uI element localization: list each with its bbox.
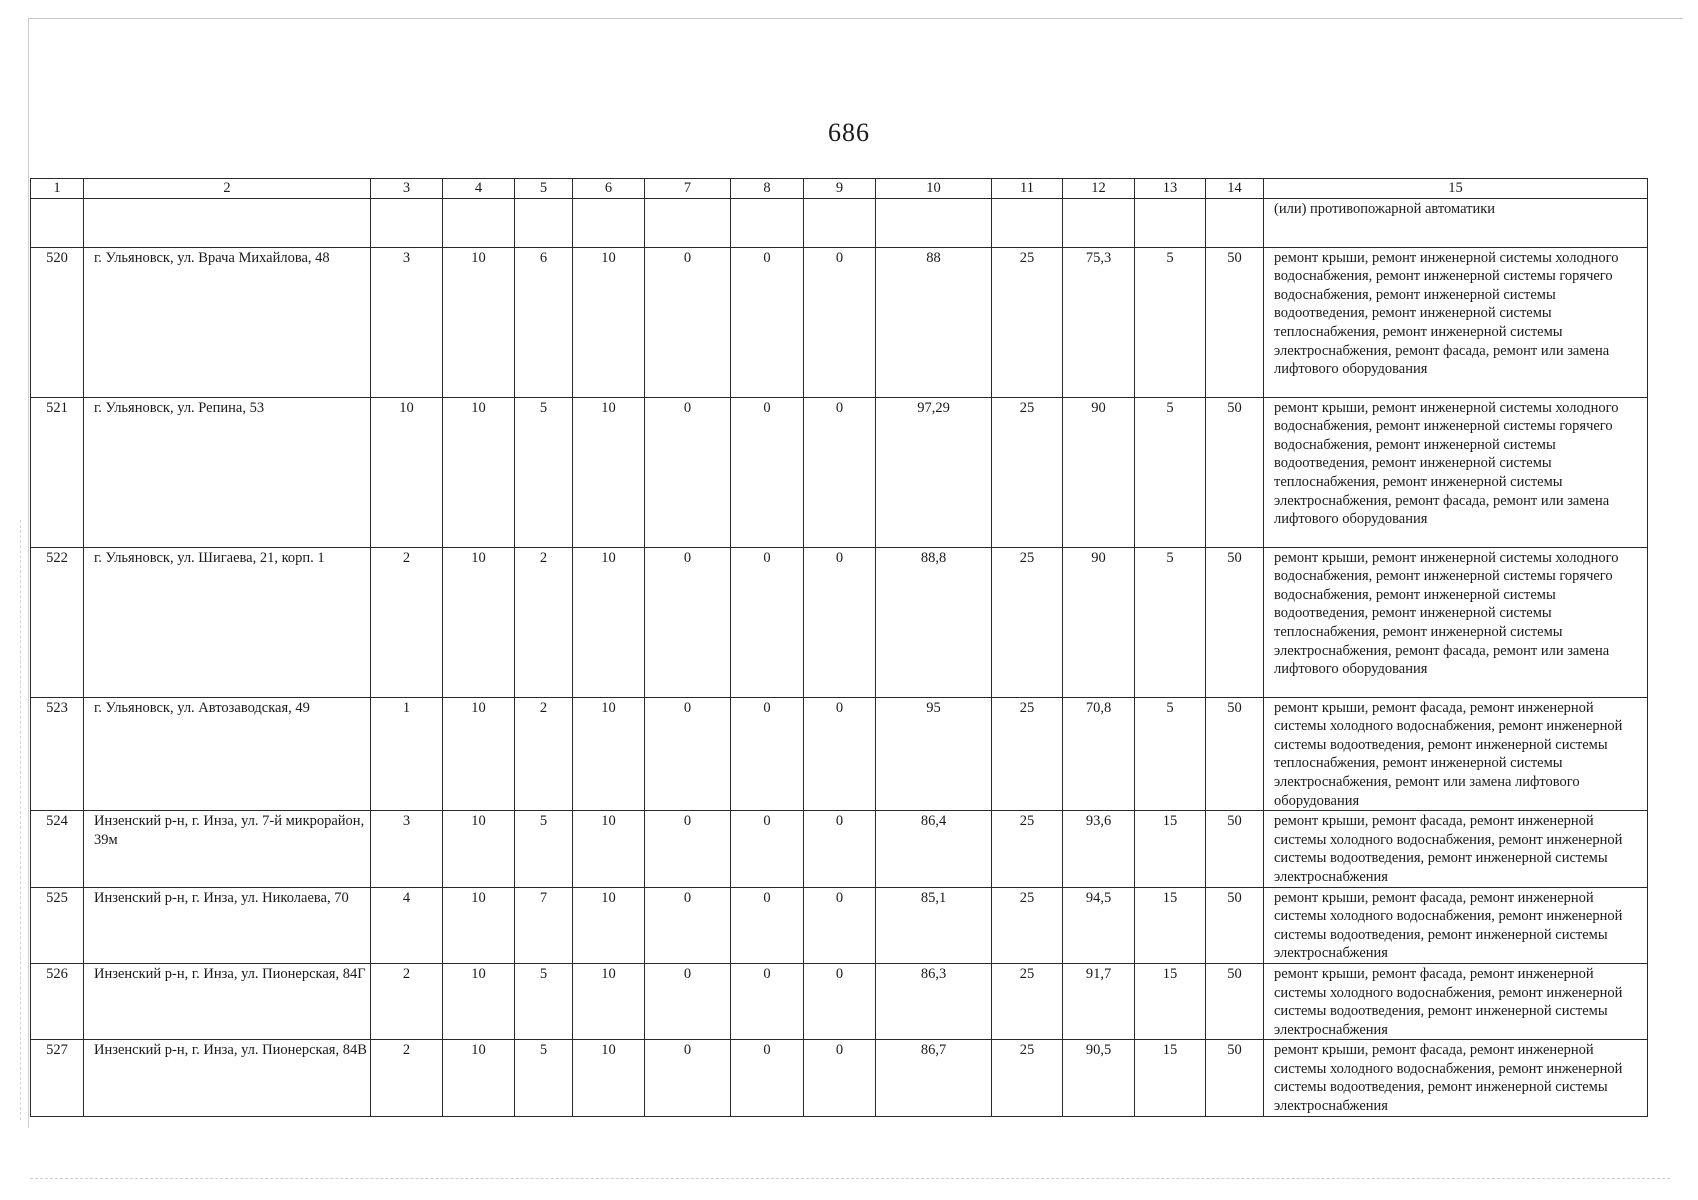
cell-repair-works: ремонт крыши, ремонт фасада, ремонт инженерной системы холодного водоснабжения, ремонт инженерной системы водоотведения, ремонт инженерной системы электроснабжения: [1264, 887, 1648, 963]
cell-empty: [731, 198, 804, 247]
cell-value-col-13: 15: [1135, 887, 1206, 963]
cell-value-col-11: 25: [992, 697, 1063, 811]
cell-value-col-4: 10: [443, 547, 515, 697]
cell-value-col-5: 2: [515, 547, 573, 697]
cell-value-col-4: 10: [443, 1040, 515, 1116]
cell-empty: [1206, 198, 1264, 247]
cell-value-col-11: 25: [992, 547, 1063, 697]
cell-value-col-7: 0: [645, 963, 731, 1039]
cell-row-number: 525: [31, 887, 84, 963]
cell-value-col-14: 50: [1206, 247, 1264, 397]
cell-value-col-7: 0: [645, 887, 731, 963]
cell-value-col-9: 0: [804, 887, 876, 963]
cell-value-col-6: 10: [573, 547, 645, 697]
cell-value-col-3: 2: [371, 1040, 443, 1116]
column-header-2: 2: [84, 179, 371, 199]
cell-value-col-8: 0: [731, 1040, 804, 1116]
column-header-8: 8: [731, 179, 804, 199]
column-header-14: 14: [1206, 179, 1264, 199]
cell-empty: [876, 198, 992, 247]
cell-value-col-14: 50: [1206, 887, 1264, 963]
cell-value-col-13: 15: [1135, 811, 1206, 887]
column-header-12: 12: [1063, 179, 1135, 199]
cell-empty: [1135, 198, 1206, 247]
cell-value-col-13: 5: [1135, 547, 1206, 697]
cell-repair-works: ремонт крыши, ремонт фасада, ремонт инженерной системы холодного водоснабжения, ремонт инженерной системы водоотведения, ремонт инженерной системы теплоснабжения, ремонт инженерной системы электроснабжения, ремонт или замена лифтового оборудования: [1264, 697, 1648, 811]
cell-empty: [515, 198, 573, 247]
cell-empty: [443, 198, 515, 247]
cell-value-col-5: 2: [515, 697, 573, 811]
cell-value-col-12: 90,5: [1063, 1040, 1135, 1116]
cell-value-col-9: 0: [804, 811, 876, 887]
cell-value-col-6: 10: [573, 697, 645, 811]
cell-value-col-4: 10: [443, 887, 515, 963]
cell-value-col-8: 0: [731, 397, 804, 547]
cell-value-col-12: 75,3: [1063, 247, 1135, 397]
cell-value-col-8: 0: [731, 697, 804, 811]
cell-value-col-8: 0: [731, 811, 804, 887]
cell-row-number: 527: [31, 1040, 84, 1116]
table-row: [31, 963, 1648, 1039]
cell-value-col-10: 88,8: [876, 547, 992, 697]
cell-address: г. Ульяновск, ул. Автозаводская, 49: [84, 697, 371, 811]
cell-value-col-7: 0: [645, 547, 731, 697]
cell-value-col-11: 25: [992, 247, 1063, 397]
cell-empty: [31, 198, 84, 247]
scan-edge-mark: [20, 520, 21, 1120]
cell-value-col-5: 5: [515, 1040, 573, 1116]
cell-value-col-6: 10: [573, 247, 645, 397]
column-header-10: 10: [876, 179, 992, 199]
cell-address: Инзенский р-н, г. Инза, ул. Николаева, 70: [84, 887, 371, 963]
cell-value-col-3: 1: [371, 697, 443, 811]
cell-value-col-14: 50: [1206, 963, 1264, 1039]
cell-repair-works: ремонт крыши, ремонт фасада, ремонт инженерной системы холодного водоснабжения, ремонт инженерной системы водоотведения, ремонт инженерной системы электроснабжения: [1264, 1040, 1648, 1116]
column-header-13: 13: [1135, 179, 1206, 199]
cell-value-col-4: 10: [443, 963, 515, 1039]
cell-address: г. Ульяновск, ул. Шигаева, 21, корп. 1: [84, 547, 371, 697]
cell-value-col-12: 70,8: [1063, 697, 1135, 811]
cell-row-number: 522: [31, 547, 84, 697]
column-header-4: 4: [443, 179, 515, 199]
table-row: [31, 697, 1648, 811]
cell-value-col-6: 10: [573, 963, 645, 1039]
cell-value-col-10: 86,3: [876, 963, 992, 1039]
cell-value-col-9: 0: [804, 247, 876, 397]
cell-value-col-6: 10: [573, 887, 645, 963]
cell-address: Инзенский р-н, г. Инза, ул. Пионерская, 84В: [84, 1040, 371, 1116]
column-number-row: [31, 179, 1648, 199]
column-header-3: 3: [371, 179, 443, 199]
cell-value-col-14: 50: [1206, 397, 1264, 547]
cell-value-col-11: 25: [992, 811, 1063, 887]
cell-value-col-4: 10: [443, 397, 515, 547]
cell-value-col-6: 10: [573, 1040, 645, 1116]
cell-value-col-8: 0: [731, 247, 804, 397]
cell-empty: [1063, 198, 1135, 247]
page-number: 686: [828, 118, 870, 147]
cell-value-col-11: 25: [992, 963, 1063, 1039]
cell-value-col-10: 88: [876, 247, 992, 397]
cell-empty: [371, 198, 443, 247]
cell-empty: [804, 198, 876, 247]
cell-value-col-9: 0: [804, 1040, 876, 1116]
cell-value-col-7: 0: [645, 697, 731, 811]
cell-address: Инзенский р-н, г. Инза, ул. 7-й микрорайон, 39м: [84, 811, 371, 887]
cell-value-col-13: 15: [1135, 963, 1206, 1039]
cell-value-col-12: 93,6: [1063, 811, 1135, 887]
continuation-row: [31, 198, 1648, 247]
cell-value-col-10: 97,29: [876, 397, 992, 547]
cell-value-col-5: 5: [515, 963, 573, 1039]
cell-value-col-9: 0: [804, 397, 876, 547]
cell-value-col-10: 86,4: [876, 811, 992, 887]
cell-value-col-8: 0: [731, 887, 804, 963]
cell-value-col-12: 94,5: [1063, 887, 1135, 963]
cell-repair-works: ремонт крыши, ремонт фасада, ремонт инженерной системы холодного водоснабжения, ремонт инженерной системы водоотведения, ремонт инженерной системы электроснабжения: [1264, 811, 1648, 887]
table-row: [31, 1040, 1648, 1116]
cell-repair-works: ремонт крыши, ремонт инженерной системы холодного водоснабжения, ремонт инженерной системы горячего водоснабжения, ремонт инженерной системы водоотведения, ремонт инженерной системы теплоснабжения, ремонт инженерной системы электроснабжения, ремонт фасада, ремонт или замена лифтового оборудования: [1264, 547, 1648, 697]
cell-repair-works: ремонт крыши, ремонт фасада, ремонт инженерной системы холодного водоснабжения, ремонт инженерной системы водоотведения, ремонт инженерной системы электроснабжения: [1264, 963, 1648, 1039]
cell-row-number: 521: [31, 397, 84, 547]
cell-address: Инзенский р-н, г. Инза, ул. Пионерская, 84Г: [84, 963, 371, 1039]
table-row: [31, 811, 1648, 887]
cell-value-col-12: 90: [1063, 547, 1135, 697]
cell-value-col-14: 50: [1206, 811, 1264, 887]
cell-value-col-10: 86,7: [876, 1040, 992, 1116]
column-header-15: 15: [1264, 179, 1648, 199]
cell-value-col-9: 0: [804, 547, 876, 697]
cell-value-col-13: 15: [1135, 1040, 1206, 1116]
cell-value-col-12: 90: [1063, 397, 1135, 547]
cell-value-col-3: 4: [371, 887, 443, 963]
cell-value-col-13: 5: [1135, 397, 1206, 547]
cell-value-col-5: 7: [515, 887, 573, 963]
cell-value-col-7: 0: [645, 397, 731, 547]
cell-value-col-11: 25: [992, 887, 1063, 963]
cell-value-col-4: 10: [443, 697, 515, 811]
cell-value-col-10: 85,1: [876, 887, 992, 963]
cell-empty: [992, 198, 1063, 247]
column-header-6: 6: [573, 179, 645, 199]
table-row: [31, 247, 1648, 397]
cell-value-col-7: 0: [645, 811, 731, 887]
cell-address: г. Ульяновск, ул. Врача Михайлова, 48: [84, 247, 371, 397]
cell-value-col-12: 91,7: [1063, 963, 1135, 1039]
column-header-9: 9: [804, 179, 876, 199]
table-row: [31, 547, 1648, 697]
cell-value-col-13: 5: [1135, 247, 1206, 397]
cell-value-col-3: 10: [371, 397, 443, 547]
table-row: [31, 397, 1648, 547]
cell-value-col-5: 5: [515, 397, 573, 547]
cell-value-col-5: 6: [515, 247, 573, 397]
cell-value-col-13: 5: [1135, 697, 1206, 811]
table-row: [31, 887, 1648, 963]
cell-value-col-3: 3: [371, 247, 443, 397]
cell-value-col-3: 2: [371, 547, 443, 697]
cell-empty: [573, 198, 645, 247]
column-header-5: 5: [515, 179, 573, 199]
cell-value-col-7: 0: [645, 247, 731, 397]
cell-address: г. Ульяновск, ул. Репина, 53: [84, 397, 371, 547]
cell-value-col-11: 25: [992, 397, 1063, 547]
cell-value-col-8: 0: [731, 547, 804, 697]
cell-value-col-4: 10: [443, 811, 515, 887]
repair-program-table: [30, 178, 1648, 1117]
continuation-text: (или) противопожарной автоматики: [1264, 198, 1648, 247]
cell-value-col-5: 5: [515, 811, 573, 887]
cell-row-number: 524: [31, 811, 84, 887]
cell-repair-works: ремонт крыши, ремонт инженерной системы холодного водоснабжения, ремонт инженерной системы горячего водоснабжения, ремонт инженерной системы водоотведения, ремонт инженерной системы теплоснабжения, ремонт инженерной системы электроснабжения, ремонт фасада, ремонт или замена лифтового оборудования: [1264, 397, 1648, 547]
cell-value-col-11: 25: [992, 1040, 1063, 1116]
cell-repair-works: ремонт крыши, ремонт инженерной системы холодного водоснабжения, ремонт инженерной системы горячего водоснабжения, ремонт инженерной системы водоотведения, ремонт инженерной системы теплоснабжения, ремонт инженерной системы электроснабжения, ремонт фасада, ремонт или замена лифтового оборудования: [1264, 247, 1648, 397]
cell-value-col-14: 50: [1206, 1040, 1264, 1116]
cell-value-col-6: 10: [573, 397, 645, 547]
cell-row-number: 523: [31, 697, 84, 811]
cell-empty: [84, 198, 371, 247]
cell-value-col-10: 95: [876, 697, 992, 811]
cell-value-col-8: 0: [731, 963, 804, 1039]
cell-value-col-3: 2: [371, 963, 443, 1039]
column-header-7: 7: [645, 179, 731, 199]
cell-value-col-14: 50: [1206, 547, 1264, 697]
cell-value-col-9: 0: [804, 963, 876, 1039]
column-header-1: 1: [31, 179, 84, 199]
cell-empty: [645, 198, 731, 247]
column-header-11: 11: [992, 179, 1063, 199]
cell-value-col-7: 0: [645, 1040, 731, 1116]
cell-value-col-3: 3: [371, 811, 443, 887]
cell-row-number: 520: [31, 247, 84, 397]
cell-value-col-9: 0: [804, 697, 876, 811]
cell-row-number: 526: [31, 963, 84, 1039]
scan-bottom-edge: [30, 1178, 1670, 1179]
cell-value-col-6: 10: [573, 811, 645, 887]
cell-value-col-14: 50: [1206, 697, 1264, 811]
cell-value-col-4: 10: [443, 247, 515, 397]
